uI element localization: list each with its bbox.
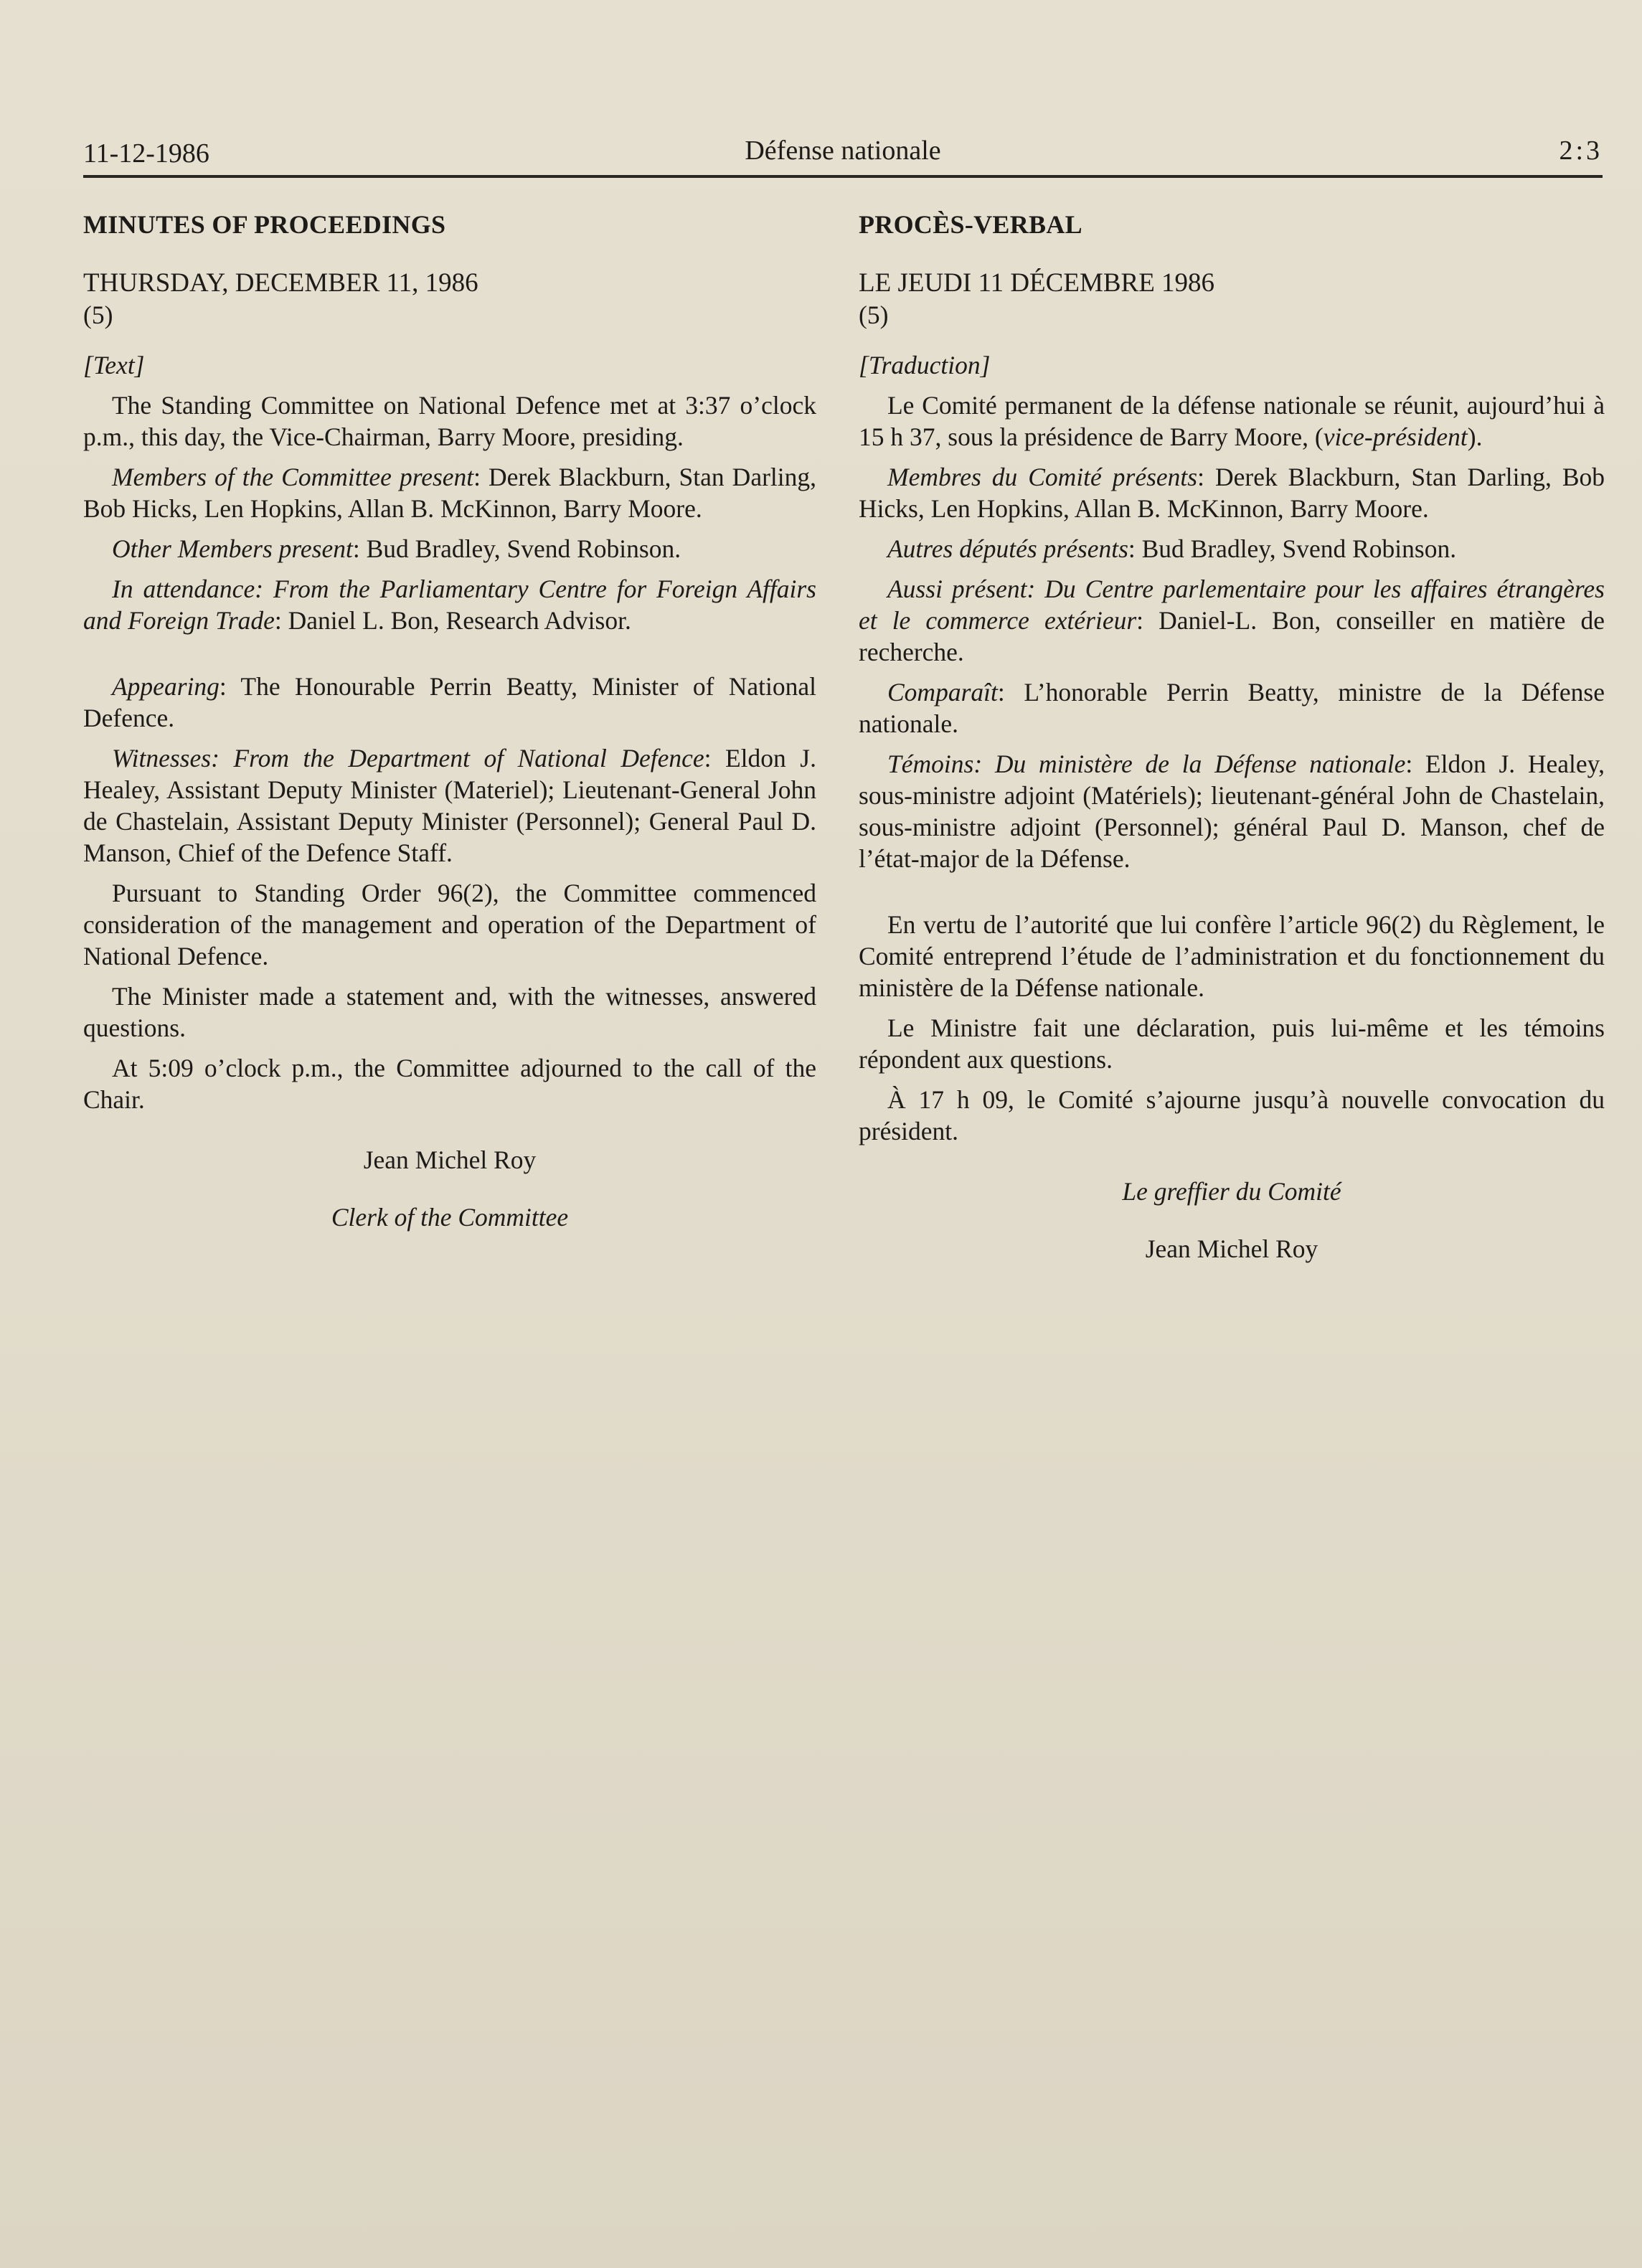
witnesses-list-fr: : Eldon J. Healey, sous-ministre adjoint (Matériels); lieutenant-général John de Chastelain, sous-ministre adjoint (Personnel); général Paul D. Manson, chef de l’état-major de la Défense. (859, 750, 1605, 873)
minister-paragraph-fr: Le Ministre fait une déclaration, puis lui-même et les témoins répondent aux questions. (859, 1013, 1605, 1074)
attendance-label: In attendance (112, 575, 255, 603)
meeting-date: THURSDAY, DECEMBER 11, 1986 (83, 268, 478, 298)
witnesses-org-fr: : Du ministère de la Défense nationale (973, 750, 1406, 778)
vice-president-label: vice-président (1323, 422, 1468, 451)
attendance-list-fr: : Daniel-L. Bon, conseiller en matière de recherche. (859, 606, 1605, 666)
meeting-text-fr-a: Le Comité permanent de la défense nationale se réunit, aujourd’hui à 15 h 37, sous la présidence de Barry Moore, ( (859, 391, 1605, 451)
translation-tag: [Traduction] (859, 351, 991, 379)
meeting-paragraph-fr (859, 389, 1605, 453)
page-number: 2:3 (1559, 136, 1603, 166)
attendance-list: : Daniel L. Bon, Research Advisor. (274, 606, 631, 635)
appearing-label-fr: Comparaît (887, 678, 998, 707)
other-members-paragraph (83, 533, 816, 564)
members-label-fr: Membres du Comité présents (887, 463, 1198, 491)
pursuant-paragraph-fr: En vertu de l’autorité que lui confère l’article 96(2) du Règlement, le Comité entreprend l’étude de l’administration et du fonctionnement du ministère de la Défense nationale. (859, 910, 1605, 1002)
witnesses-label-fr: Témoins (887, 750, 974, 778)
minutes-heading: MINUTES OF PROCEEDINGS (83, 210, 446, 239)
members-list: : Derek Blackburn, Stan Darling, Bob Hicks, Len Hopkins, Allan B. McKinnon, Barry Moore. (83, 463, 816, 523)
appearing-text: : The Honourable Perrin Beatty, Minister of National Defence. (83, 672, 816, 732)
header-title: Défense nationale (745, 136, 941, 166)
adjournment-paragraph-fr: À 17 h 09, le Comité s’ajourne jusqu’à nouvelle convocation du président. (859, 1085, 1605, 1145)
witnesses-org: : From the Department of National Defence (211, 744, 704, 772)
members-label: Members of the Committee present (112, 463, 474, 491)
running-header (83, 135, 1603, 178)
witnesses-label: Witnesses (112, 744, 212, 772)
clerk-title-fr: Le greffier du Comité (1122, 1177, 1341, 1206)
attendance-label-fr: Aussi présent (887, 575, 1027, 603)
text-tag: [Text] (83, 351, 145, 379)
clerk-name: Jean Michel Roy (363, 1145, 537, 1174)
attendance-org-fr: : Du Centre parlementaire pour les affaires étrangères et le commerce extérieur (859, 575, 1605, 635)
other-members-list: : Bud Bradley, Svend Robinson. (352, 534, 681, 563)
other-members-list-fr: : Bud Bradley, Svend Robinson. (1128, 534, 1457, 563)
members-list-fr: : Derek Blackburn, Stan Darling, Bob Hicks, Len Hopkins, Allan B. McKinnon, Barry Moore. (859, 463, 1605, 523)
other-members-paragraph-fr (859, 533, 1605, 564)
appearing-text-fr: : L’honorable Perrin Beatty, ministre de la Défense nationale. (859, 678, 1605, 738)
meeting-paragraph: The Standing Committee on National Defence met at 3:37 o’clock p.m., this day, the Vice-Chairman, Barry Moore, presiding. (83, 391, 816, 451)
other-members-label-fr: Autres députés présents (887, 534, 1128, 563)
minister-paragraph: The Minister made a statement and, with the witnesses, answered questions. (83, 982, 816, 1042)
members-paragraph (83, 461, 816, 524)
meeting-date-fr: LE JEUDI 11 DÉCEMBRE 1986 (859, 268, 1215, 298)
proces-verbal-heading: PROCÈS-VERBAL (859, 210, 1082, 239)
header-date: 11-12-1986 (83, 138, 209, 169)
meeting-number-fr: (5) (859, 301, 889, 329)
witnesses-list: : Eldon J. Healey, Assistant Deputy Minister (Materiel); Lieutenant-General John de Chastelain, Assistant Deputy Minister (Personnel); General Paul D. Manson, Chief of the Defence Staff. (83, 744, 816, 867)
appearing-paragraph (83, 671, 816, 734)
meeting-text-fr-b: ). (1467, 422, 1483, 451)
members-paragraph-fr (859, 461, 1605, 524)
attendance-paragraph (83, 573, 816, 636)
appearing-label: Appearing (112, 672, 220, 701)
pursuant-paragraph: Pursuant to Standing Order 96(2), the Committee commenced consideration of the management and operation of the Department of National Defence. (83, 879, 816, 970)
meeting-number: (5) (83, 301, 113, 329)
french-column (859, 204, 1605, 1265)
english-column (83, 204, 816, 1233)
witnesses-paragraph (83, 742, 816, 869)
attendance-org: : From the Parliamentary Centre for Foreign Affairs and Foreign Trade (83, 575, 816, 635)
clerk-name-fr: Jean Michel Roy (1145, 1234, 1318, 1263)
witnesses-paragraph-fr (859, 748, 1605, 874)
appearing-paragraph-fr (859, 676, 1605, 740)
other-members-label: Other Members present (112, 534, 353, 563)
adjournment-paragraph: At 5:09 o’clock p.m., the Committee adjourned to the call of the Chair. (83, 1054, 816, 1114)
clerk-title: Clerk of the Committee (331, 1203, 569, 1232)
attendance-paragraph-fr (859, 573, 1605, 668)
